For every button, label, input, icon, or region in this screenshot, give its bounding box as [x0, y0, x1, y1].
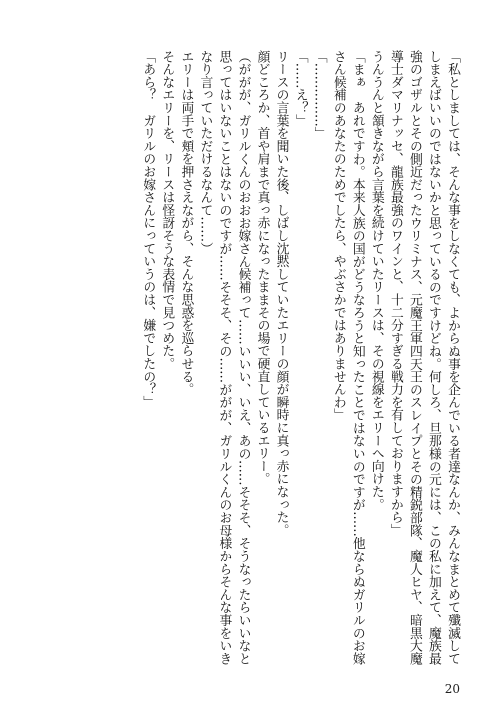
page-number: 20: [444, 682, 460, 696]
paragraph-2: うんうんと頷きながら言葉を続けていたリースは、その視線をエリーへ向けた。: [368, 50, 384, 511]
paragraph-4: 「……………」: [311, 50, 327, 140]
paragraph-7: 顔どころか、首や肩まで真っ赤になったままその場で硬直しているエリー。: [254, 50, 270, 486]
paragraph-10: そんなエリーを、リースは怪訝そうな表情で見つめた。: [159, 50, 175, 370]
paragraph-8: （ががが、ガリルくんのおおお嫁さん候補って……いいい、いえ、あの……そそそ、そうなったらいいなと思ってはいないことはないのですが……そそそ、その……ががが、ガリルくんのお母様からそんな事をいきなり言っていただけるなんて……）: [197, 50, 251, 665]
paragraph-11: 「あら？ ガリルのお嫁さんにっていうのは、嫌でしたの？」: [140, 50, 156, 409]
paragraph-3: 「まぁ あれですわ。本来人族の国がどうなろうと知ったことではないのですが……他ならぬガリルのお嫁さん候補のあなたのためでしたら、やぶさかではありませんわ」: [330, 50, 365, 665]
paragraph-6: リースの言葉を聞いた後、しばし沈黙していたエリーの顔が瞬時に真っ赤になった。: [273, 50, 289, 537]
vertical-text-body: [32, 50, 462, 665]
paragraph-9: エリーは両手で頬を押さえながら、そんな思惑を巡らせる。: [178, 50, 194, 396]
paragraph-1: 「私としましては、そんな事をしなくても、よからぬ事を企んでいる者達なんか、みんなまとめて殲滅してしまえばいいのではないかと思っているのですけどね。何しろ、旦那様の元には、この私に加えて、魔族最強のゴザルとその側近だったウリミナス、元魔王軍四天王のスレイプとその精鋭部隊、魔人ヒヤ、暗黒大魔導士ダマリナッセ、龍族最強のワインと、十二分すぎる戦力を有しておりますから」: [387, 50, 460, 665]
paragraph-5: 「……え？」: [292, 50, 308, 127]
